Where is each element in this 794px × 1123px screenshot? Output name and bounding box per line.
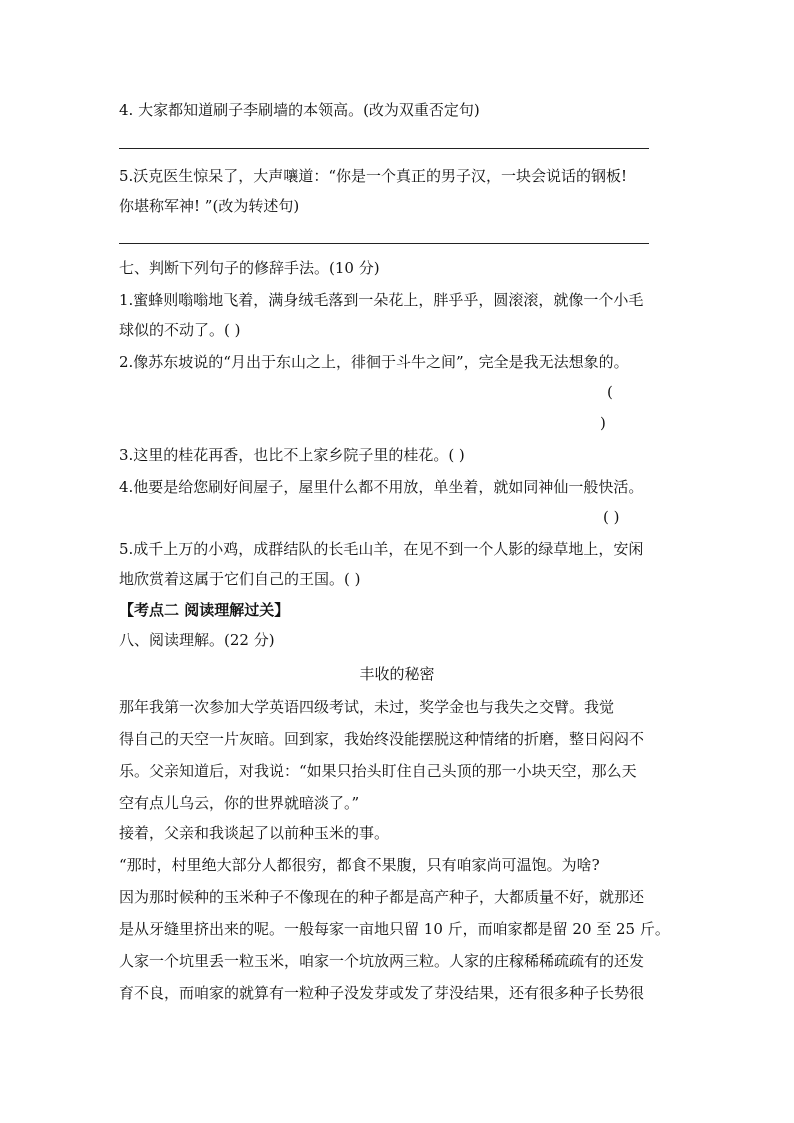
paragraph-3-line1: “那时，村里绝大部分人都很穷，都食不果腹，只有咱家尚可温饱。为啥? bbox=[119, 856, 600, 874]
paragraph-1-line1: 那年我第一次参加大学英语四级考试，未过，奖学金也与我失之交臂。我觉 bbox=[119, 698, 615, 716]
paragraph-3-line4: 人家一个坑里丢一粒玉米，咱家一个坑放两三粒。人家的庄稼稀稀疏疏有的还发 bbox=[119, 952, 645, 970]
s7-item1-line1: 1.蜜蜂则嗡嗡地飞着，满身绒毛落到一朵花上，胖乎乎，圆滚滚，就像一个小毛 bbox=[119, 291, 644, 309]
kaodian-heading: 【考点二 阅读理解过关】 bbox=[119, 601, 290, 619]
section-8-title: 八、阅读理解。(22 分) bbox=[119, 631, 275, 649]
paragraph-3-line3: 是从牙缝里挤出来的呢。一般每家一亩地只留 10 斤，而咱家都是留 20 至 25 斤。 bbox=[119, 920, 670, 938]
s7-item5-line2: 地欣赏着这属于它们自己的王国。( ) bbox=[119, 570, 361, 588]
s7-item1-line2: 球似的不动了。( ) bbox=[119, 321, 241, 339]
paragraph-1-line2: 得自己的天空一片灰暗。回到家，我始终没能摆脱这种情绪的折磨，整日闷闷不 bbox=[119, 730, 645, 748]
s7-item4-paren: ( ) bbox=[603, 508, 620, 526]
s7-item5-line1: 5.成千上万的小鸡，成群结队的长毛山羊，在见不到一个人影的绿草地上，安闲 bbox=[119, 540, 644, 558]
article-title: 丰收的秘密 bbox=[359, 665, 435, 683]
paragraph-1-line3: 乐。父亲知道后，对我说：“如果只抬头盯住自己头顶的那一小块天空，那么天 bbox=[119, 762, 637, 780]
paragraph-3-line2: 因为那时候种的玉米种子不像现在的种子都是高产种子，大都质量不好，就那还 bbox=[119, 888, 645, 906]
section-7-title: 七、判断下列句子的修辞手法。(10 分) bbox=[119, 259, 380, 277]
paragraph-1-line4: 空有点儿乌云，你的世界就暗淡了。” bbox=[119, 794, 360, 812]
s7-item2-paren-close: ) bbox=[600, 414, 606, 432]
question-5-line1: 5.沃克医生惊呆了，大声嚷道：“你是一个真正的男子汉，一块会说话的钢板! bbox=[119, 167, 628, 185]
answer-line bbox=[119, 243, 649, 244]
s7-item4-line1: 4.他要是给您刷好间屋子，屋里什么都不用放，单坐着，就如同神仙一般快活。 bbox=[119, 478, 644, 496]
s7-item2-paren-open: ( bbox=[607, 383, 613, 401]
s7-item2-line1: 2.像苏东坡说的“月出于东山之上，徘徊于斗牛之间”，完全是我无法想象的。 bbox=[119, 353, 629, 371]
paragraph-2-line1: 接着，父亲和我谈起了以前种玉米的事。 bbox=[119, 824, 390, 842]
answer-line bbox=[119, 148, 649, 149]
s7-item3: 3.这里的桂花再香，也比不上家乡院子里的桂花。( ) bbox=[119, 446, 465, 464]
question-4: 4. 大家都知道刷子李刷墙的本领高。(改为双重否定句) bbox=[119, 101, 480, 119]
question-5-line2: 你堪称军神! ”(改为转述句) bbox=[119, 197, 300, 215]
paragraph-3-line5: 育不良，而咱家的就算有一粒种子没发芽或发了芽没结果，还有很多种子长势很 bbox=[119, 984, 645, 1002]
